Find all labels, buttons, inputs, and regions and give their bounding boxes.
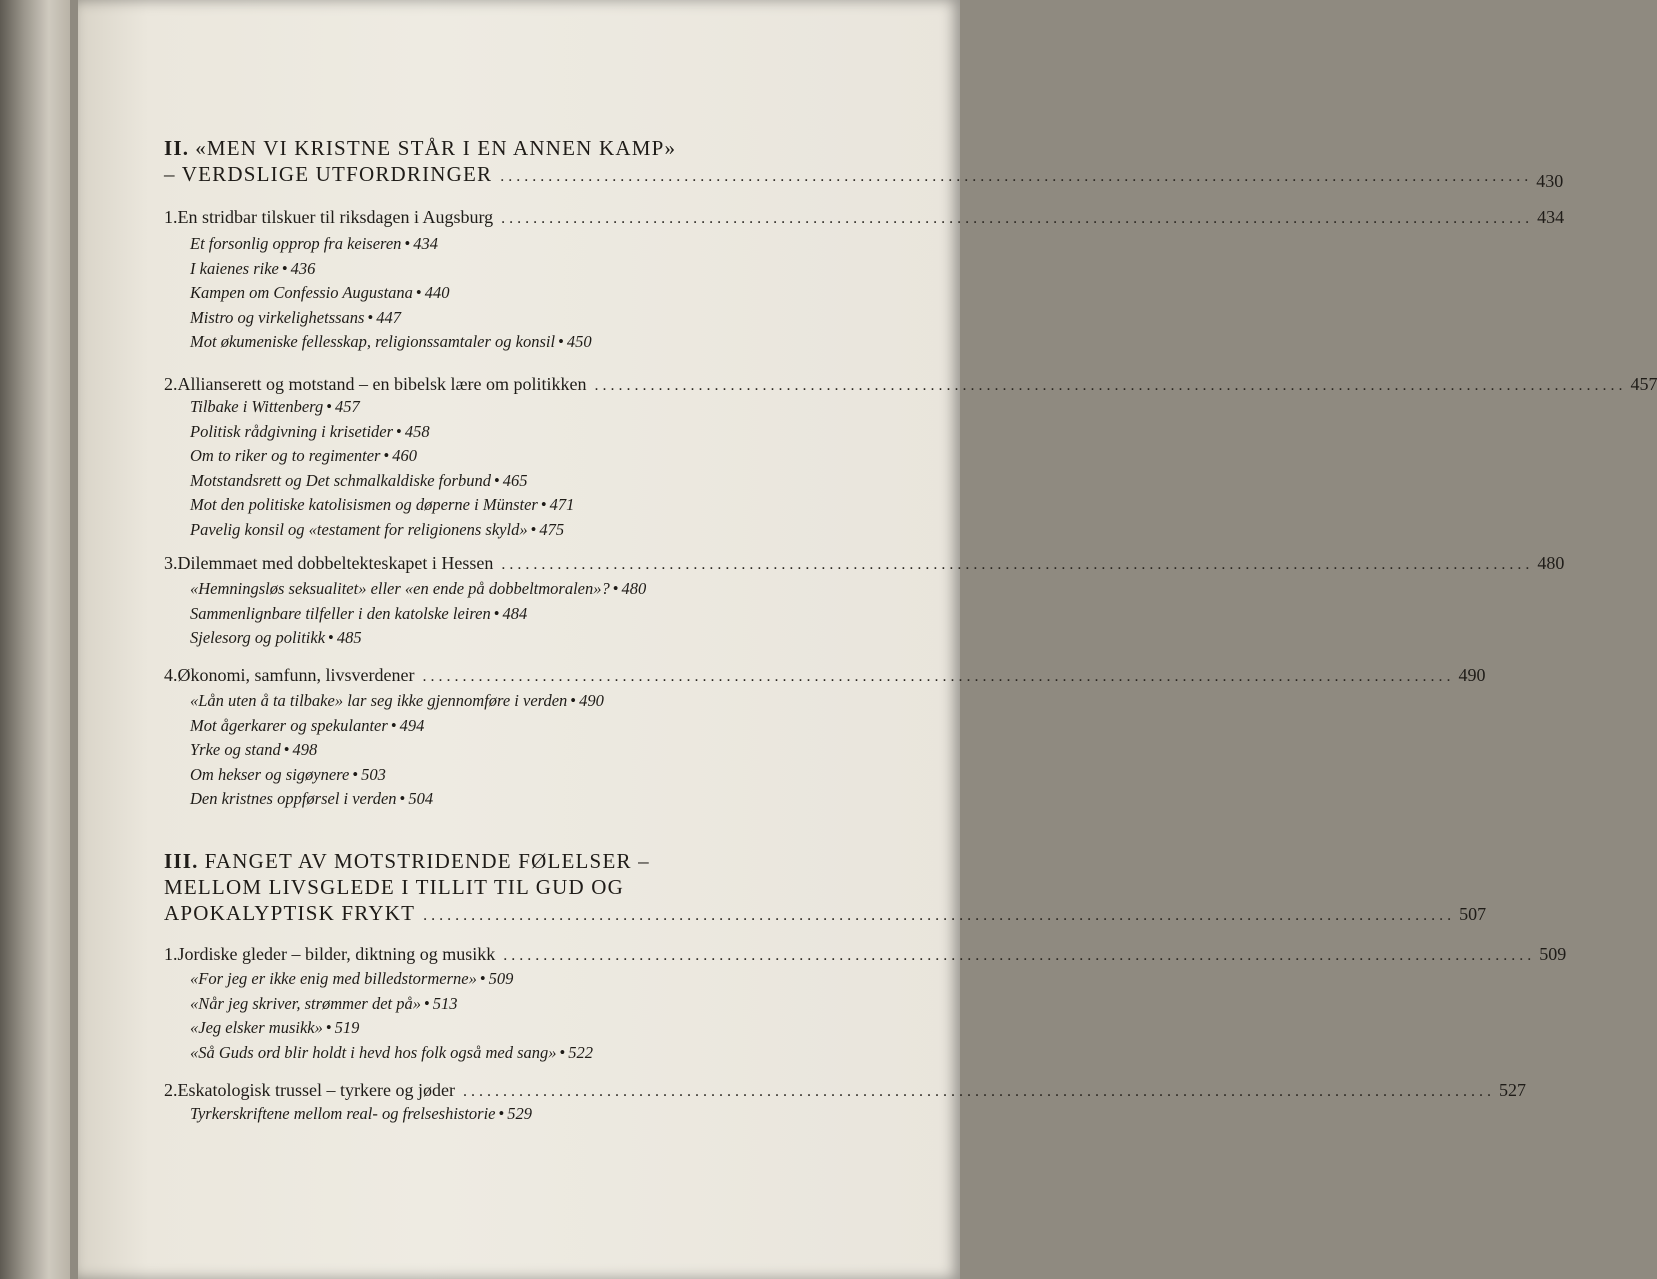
chapter-entry [164, 942, 1567, 968]
part-numeral: III. [164, 849, 199, 873]
section-title: Politisk rådgivning i krisetider [190, 421, 394, 441]
section-list [190, 689, 850, 812]
chapter-number: 1. [164, 207, 178, 227]
leader-dots [503, 944, 1531, 968]
section-entry [190, 714, 850, 739]
bullet: • [559, 1042, 566, 1062]
bullet: • [415, 283, 422, 302]
bullet: • [326, 397, 332, 416]
section-title: «Jeg elsker musikk» [190, 1018, 323, 1037]
page-number: 457 [335, 397, 360, 416]
chapter-title: En stridbar tilskuer til riksdagen i Augsburg [177, 207, 494, 227]
bullet: • [423, 993, 430, 1013]
page-number: 519 [334, 1018, 360, 1037]
part-heading-line [164, 135, 880, 161]
page-number: 440 [424, 283, 450, 302]
section-entry [190, 281, 850, 306]
section-title: I kaienes rike [190, 258, 279, 278]
chapter-entry [164, 205, 1565, 231]
chapter-title: Allianserett og motstand – en bibelsk lære om politikken [177, 374, 587, 394]
page-number: 471 [549, 495, 575, 514]
page-number: 434 [1537, 207, 1565, 227]
section-title: «Lån uten å ta tilbake» lar seg ikke gjennomføre i verden [190, 691, 568, 710]
section-entry [190, 518, 850, 543]
chapter-entry [164, 663, 1486, 689]
leader-dots [500, 168, 1528, 185]
page-number: 480 [1537, 553, 1565, 573]
bullet: • [283, 740, 290, 759]
bullet: • [498, 1104, 505, 1123]
chapter-number: 3. [164, 553, 178, 573]
chapter-entry [164, 551, 1565, 577]
chapter-number: 4. [164, 665, 178, 685]
page-number: 513 [432, 993, 458, 1013]
section-title: Mistro og virkelighetssans [190, 307, 365, 327]
section-entry [190, 992, 850, 1017]
page-number: 507 [1459, 904, 1487, 924]
section-title: Mot den politiske katolisismen og døperne i Münster [190, 495, 538, 514]
part-heading-line [164, 874, 880, 900]
chapter-entry [164, 1078, 1526, 1104]
page-number: 450 [566, 332, 592, 351]
section-entry [190, 738, 850, 763]
section-entry [190, 626, 850, 651]
section-entry [190, 395, 850, 420]
page-number: 522 [568, 1042, 594, 1062]
chapter-number: 2. [164, 374, 178, 394]
chapter-title: Økonomi, samfunn, livsverdener [177, 665, 415, 685]
leader-dots [501, 553, 1529, 577]
bullet: • [328, 628, 334, 647]
chapter-title: Jordiske gleder – bilder, diktning og musikk [177, 944, 496, 964]
part-heading-last-line [164, 161, 1564, 191]
page-number: 529 [507, 1104, 533, 1123]
section-entry [190, 330, 850, 355]
page-number: 504 [408, 789, 434, 808]
chapter-number: 2. [164, 1080, 178, 1100]
page-number: 503 [361, 764, 386, 784]
section-entry [190, 577, 850, 602]
section-title: «Så Guds ord blir holdt i hevd hos folk også med sang» [190, 1042, 557, 1062]
page-number: 434 [413, 234, 438, 253]
section-entry [190, 967, 850, 992]
bullet: • [281, 258, 288, 278]
section-entry [190, 306, 850, 331]
section-entry [190, 602, 850, 627]
bullet: • [570, 691, 577, 710]
leader-dots [423, 907, 1451, 924]
bullet: • [612, 579, 619, 598]
chapter-number: 1. [164, 944, 178, 964]
bullet: • [558, 332, 564, 351]
part-heading-last-line [164, 900, 1487, 929]
section-title: Pavelig konsil og «testament for religionens skyld» [190, 519, 528, 539]
section-title: Sjelesorg og politikk [190, 628, 326, 647]
section-title: Om to riker og to regimenter [190, 446, 381, 465]
leader-dots [422, 665, 1450, 689]
section-list [190, 967, 850, 1065]
section-title: Den kristnes oppførsel i verden [190, 789, 397, 808]
section-entry [190, 232, 850, 257]
page-number: 460 [392, 446, 418, 465]
book-page [78, 0, 1657, 1279]
bullet: • [479, 969, 486, 988]
page-number: 436 [290, 258, 316, 278]
bullet: • [399, 789, 406, 808]
bullet: • [383, 446, 390, 465]
page-number: 458 [404, 421, 430, 441]
section-list [190, 395, 850, 542]
section-entry [190, 257, 850, 282]
page-number: 498 [292, 740, 318, 759]
section-title: «For jeg er ikke enig med billedstormerne» [190, 969, 477, 988]
page-number: 494 [399, 715, 425, 735]
chapter-title: Dilemmaet med dobbeltekteskapet i Hessen [177, 553, 494, 573]
bullet: • [367, 307, 374, 327]
page-number: 509 [1539, 944, 1567, 964]
section-title: Om hekser og sigøynere [190, 764, 350, 784]
section-title: Mot ågerkarer og spekulanter [190, 715, 388, 735]
part-title-line: FANGET AV MOTSTRIDENDE FØLELSER – [204, 849, 650, 873]
part-title-line: APOKALYPTISK FRYKT [164, 901, 416, 925]
page-number: 447 [376, 307, 401, 327]
section-title: Kampen om Confessio Augustana [190, 283, 413, 302]
section-title: «Hemningsløs seksualitet» eller «en ende på dobbeltmoralen»? [190, 579, 610, 598]
bullet: • [540, 495, 547, 514]
bullet: • [325, 1018, 332, 1037]
page-number: 480 [621, 579, 647, 598]
page-number: 490 [1458, 665, 1486, 685]
leader-dots [463, 1080, 1491, 1104]
section-entry [190, 787, 850, 812]
page-number: 465 [502, 470, 528, 490]
part-numeral: II. [164, 136, 190, 160]
page-number: 457 [1630, 374, 1657, 394]
leader-dots [501, 207, 1529, 231]
book-spine [0, 0, 70, 1279]
section-title: Motstandsrett og Det schmalkaldiske forbund [190, 470, 491, 490]
section-entry [190, 493, 850, 518]
page-number: 509 [488, 969, 514, 988]
section-title: Tilbake i Wittenberg [190, 397, 324, 416]
bullet: • [530, 519, 537, 539]
section-entry [190, 763, 850, 788]
part-heading [164, 135, 1564, 191]
section-title: Mot økumeniske fellesskap, religionssamtaler og konsil [190, 332, 556, 351]
section-title: Sammenlignbare tilfeller i den katolske leiren [190, 603, 491, 623]
section-entry [190, 1041, 850, 1066]
part-heading [164, 848, 1487, 929]
section-entry [190, 420, 850, 445]
bullet: • [352, 764, 359, 784]
page-number: 527 [1498, 1080, 1526, 1100]
section-list [190, 232, 850, 355]
page-number: 430 [1536, 171, 1564, 191]
section-entry [190, 689, 850, 714]
part-title-line: – VERDSLIGE UTFORDRINGER [164, 162, 493, 186]
page-number: 484 [502, 603, 528, 623]
part-title-line: «MEN VI KRISTNE STÅR I EN ANNEN KAMP» [195, 136, 677, 160]
section-title: Et forsonlig opprop fra keiseren [190, 234, 402, 253]
chapter-title: Eskatologisk trussel – tyrkere og jøder [177, 1080, 455, 1100]
section-entry [190, 469, 850, 494]
section-entry [190, 1102, 850, 1127]
page-number: 475 [539, 519, 565, 539]
page-number: 490 [579, 691, 604, 710]
section-list [190, 1102, 850, 1127]
section-entry [190, 1016, 850, 1041]
bullet: • [390, 715, 397, 735]
section-title: «Når jeg skriver, strømmer det på» [190, 993, 421, 1013]
page-number: 485 [336, 628, 362, 647]
bullet: • [404, 234, 411, 253]
section-list [190, 577, 850, 651]
section-title: Yrke og stand [190, 740, 281, 759]
bullet: • [493, 470, 500, 490]
bullet: • [396, 421, 402, 441]
part-heading-line [164, 848, 880, 874]
section-entry [190, 444, 850, 469]
section-title: Tyrkerskriftene mellom real- og frelseshistorie [190, 1104, 496, 1123]
part-title-line: MELLOM LIVSGLEDE I TILLIT TIL GUD OG [164, 875, 625, 899]
bullet: • [493, 603, 500, 623]
